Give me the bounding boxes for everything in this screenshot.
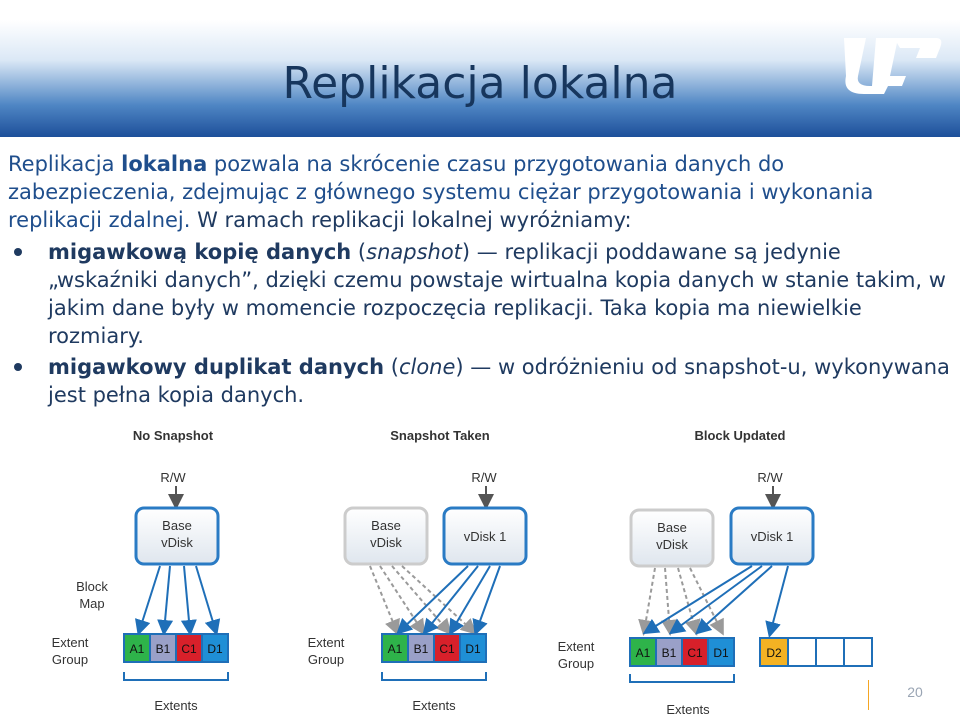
disk-label: Base — [657, 520, 687, 535]
panel-title: Snapshot Taken — [390, 428, 490, 443]
intro-part3: pozwala na skrócenie czasu przygotowania danych do zabezpieczenia, zdejmując z głównego systemu ciężar przygotowania i wykonania replikacji zdalnej. — [8, 152, 874, 232]
disk-label: vDisk 1 — [463, 529, 507, 544]
disk-label: vDisk — [656, 537, 688, 552]
block-label: D1 — [713, 646, 729, 660]
bullet-rest: ) — w odróżnieniu od snapshot-u, wykonywana jest pełna kopia danych. — [48, 355, 950, 407]
content-body — [8, 150, 953, 412]
extent-group-label: Extent — [307, 635, 345, 650]
empty-block — [844, 638, 872, 666]
block-label: A1 — [387, 642, 403, 656]
intro-highlight: lokalna — [121, 152, 208, 176]
rw-label: R/W — [160, 470, 186, 485]
extent-group-label: Extent — [557, 639, 595, 654]
empty-block — [788, 638, 816, 666]
page-number: 20 — [907, 684, 923, 700]
page-number-divider — [868, 680, 869, 710]
list-item — [8, 238, 953, 350]
bullet-list — [8, 238, 953, 409]
bullet-paren: ( — [384, 355, 399, 379]
extent-group-label: Group — [51, 652, 89, 667]
bullet-italic: snapshot — [366, 240, 462, 264]
extents-label: Extents — [154, 698, 198, 713]
intro-part1: Replikacja — [8, 152, 122, 176]
extents-label: Extents — [666, 702, 710, 717]
empty-block — [816, 638, 844, 666]
bullet-rest: ) — replikacji poddawane są jedynie „wskaźniki danych”, dzięki czemu powstaje wirtualna kopia danych w stanie takim, w jakim dane były w momencie rozpoczęcia replikacji. Taka kopia ma niewielkie rozmiary. — [48, 240, 946, 348]
disk-label: Base — [371, 518, 401, 533]
block-label: D1 — [465, 642, 481, 656]
block-label: A1 — [129, 642, 145, 656]
disk-label: vDisk — [370, 535, 402, 550]
intro-part4: W ramach replikacji lokalnej wyróżniamy: — [190, 208, 632, 232]
block-map-label: Block — [76, 579, 108, 594]
disk-label: vDisk 1 — [750, 529, 794, 544]
disk-label: vDisk — [161, 535, 193, 550]
bullet-term: migawkowy duplikat danych — [48, 355, 385, 379]
block-label: D2 — [766, 646, 782, 660]
extent-group-label: Group — [557, 656, 595, 671]
panel-title: No Snapshot — [132, 428, 214, 443]
block-label: D1 — [207, 642, 223, 656]
bullet-icon — [14, 248, 22, 256]
rw-label: R/W — [757, 470, 783, 485]
block-label: B1 — [413, 642, 429, 656]
bullet-italic: clone — [398, 355, 456, 379]
page-title: Replikacja lokalna — [282, 58, 678, 109]
bullet-paren: ( — [351, 240, 367, 264]
block-label: B1 — [155, 642, 171, 656]
rw-label: R/W — [471, 470, 497, 485]
block-map-label: Map — [79, 596, 105, 611]
block-label: C1 — [439, 642, 455, 656]
disk-label: Base — [162, 518, 192, 533]
extents-label: Extents — [412, 698, 456, 713]
intro-paragraph — [8, 150, 953, 234]
block-label: B1 — [661, 646, 677, 660]
bullet-term: migawkową kopię danych — [48, 240, 352, 264]
block-label: C1 — [181, 642, 197, 656]
extent-group-label: Extent — [51, 635, 89, 650]
block-label: A1 — [635, 646, 651, 660]
snapshot-diagram — [0, 420, 960, 717]
block-label: C1 — [687, 646, 703, 660]
bullet-icon — [14, 363, 22, 371]
list-item — [8, 353, 953, 409]
panel-title: Block Updated — [694, 428, 786, 443]
extent-group-label: Group — [307, 652, 345, 667]
